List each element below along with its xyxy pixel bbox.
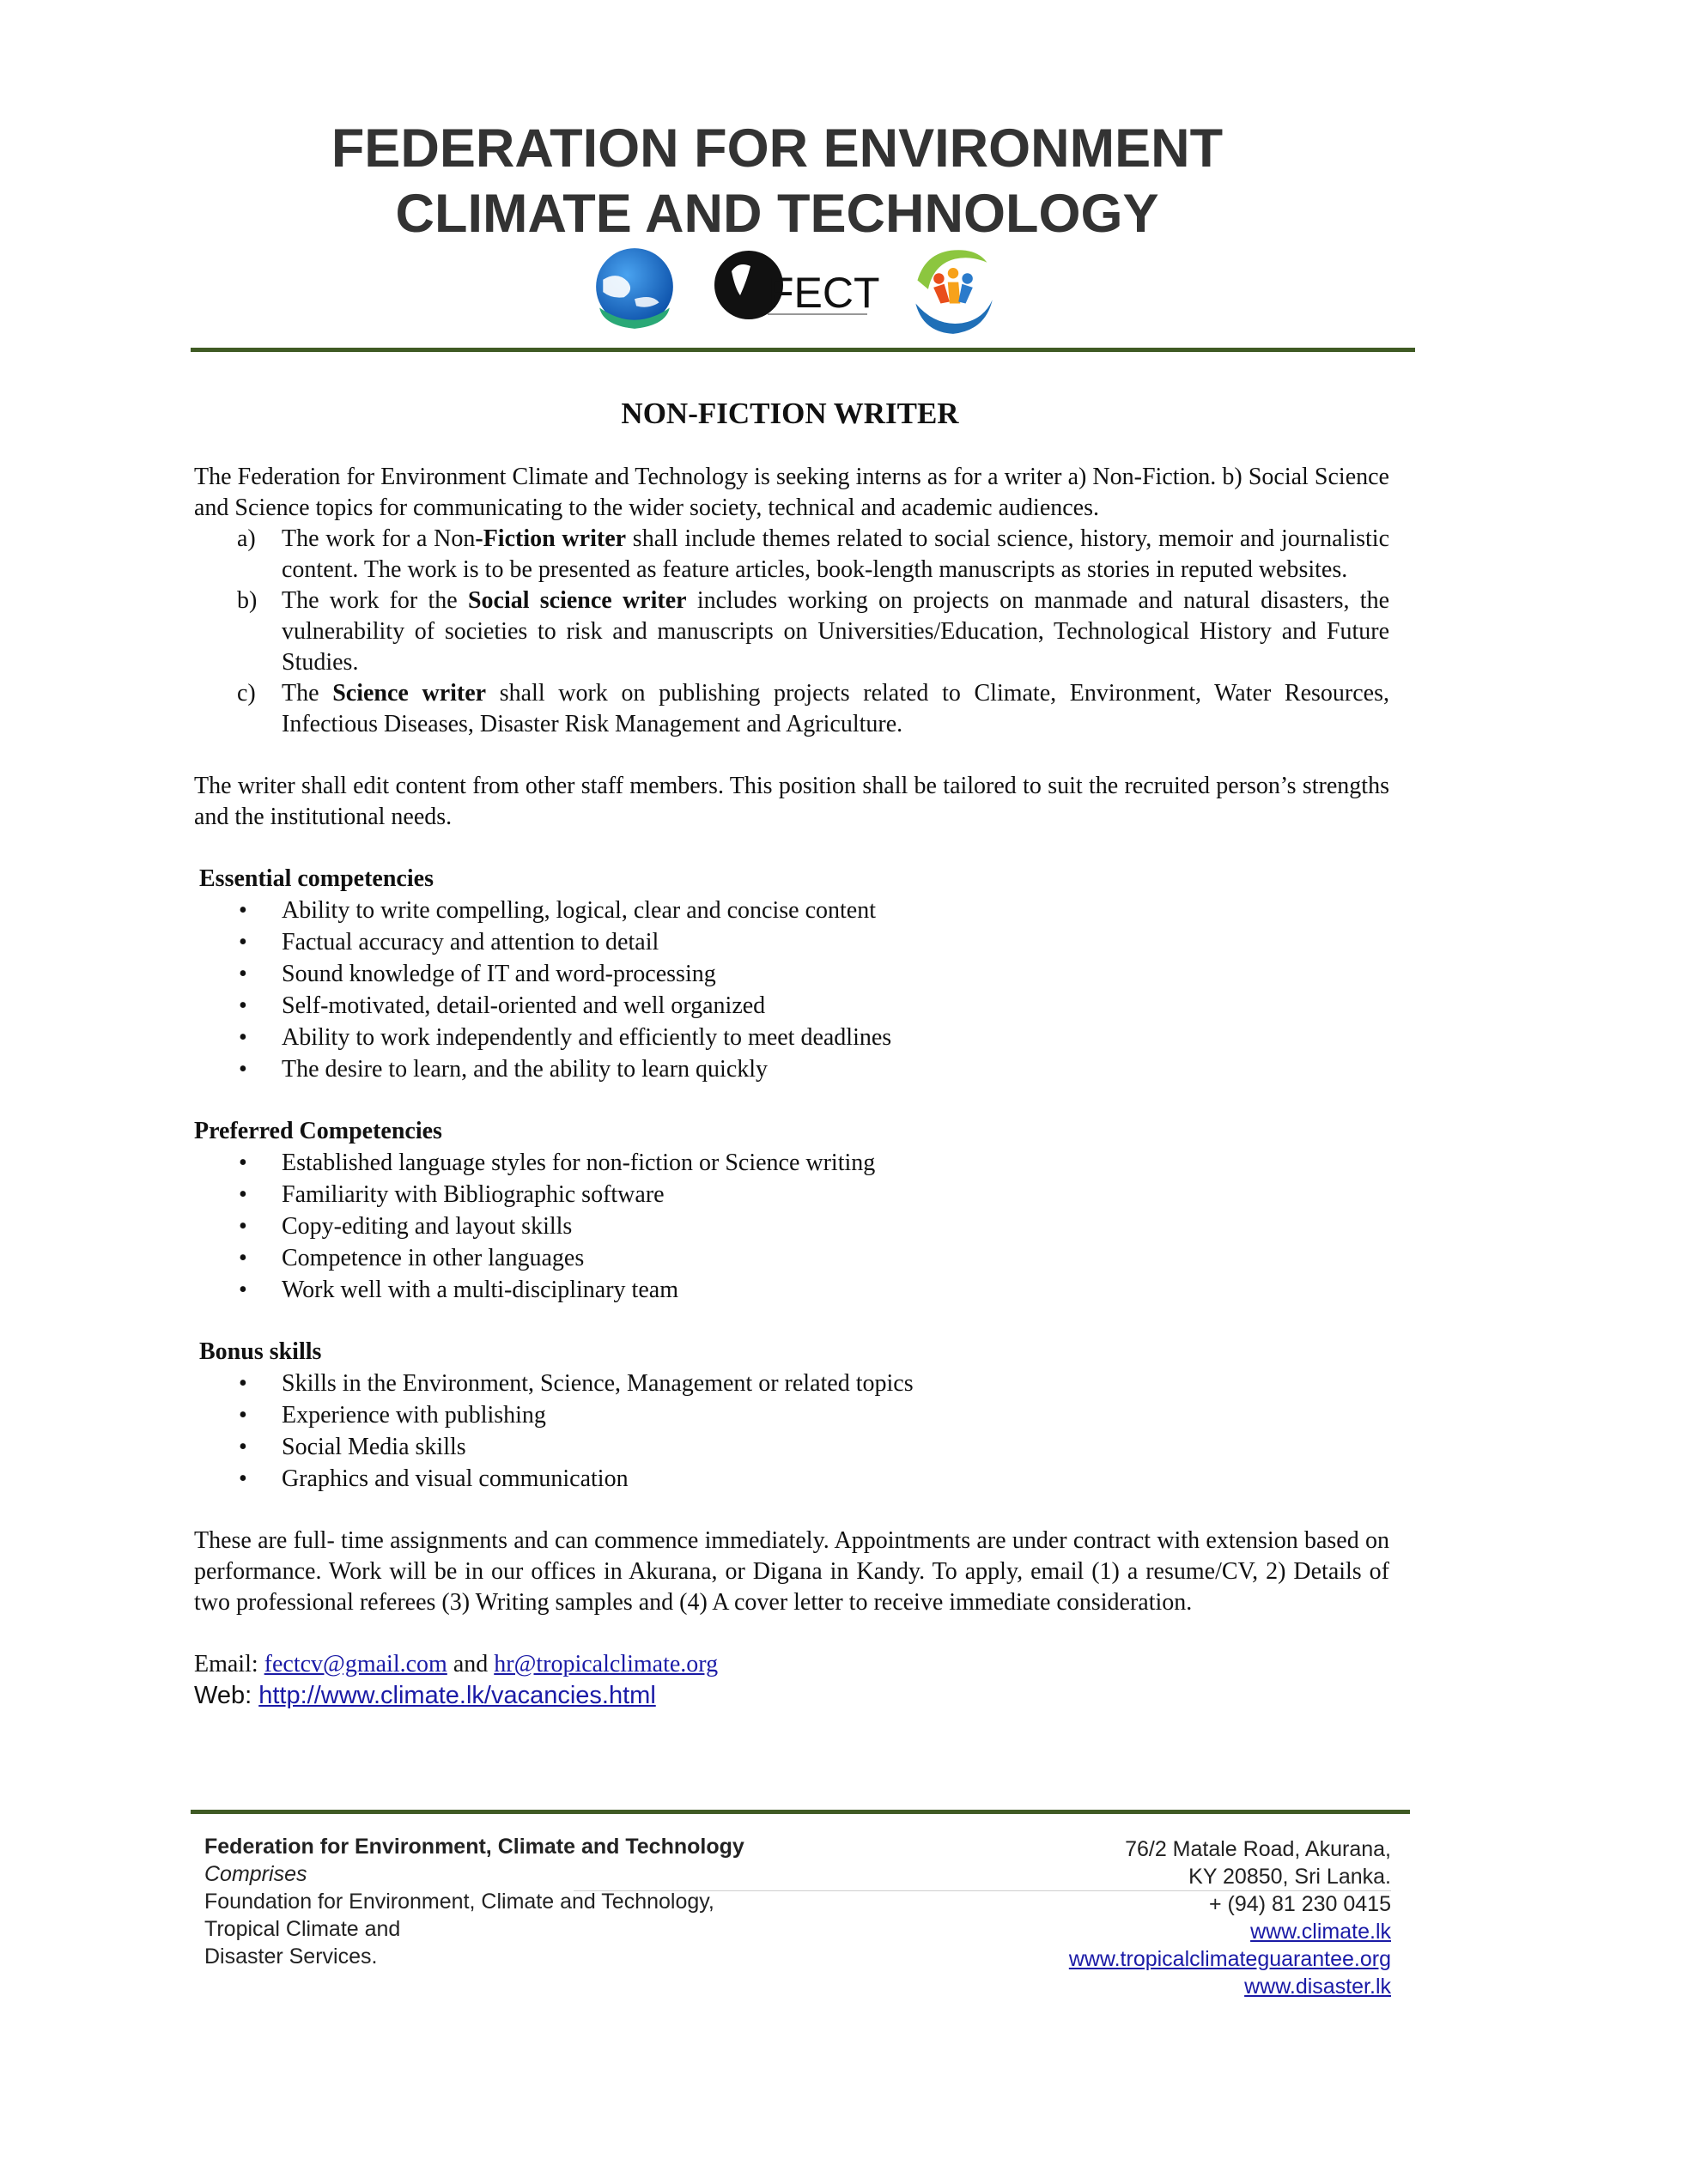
footer-link-tropicalclimateguarantee[interactable]: www.tropicalclimateguarantee.org (1068, 1947, 1391, 1971)
list-marker: b) (237, 587, 258, 614)
list-marker: a) (237, 525, 256, 552)
footer-link-climate[interactable]: www.climate.lk (1250, 1920, 1391, 1944)
list-item: • Ability to work independently and efficiently to meet deadlines (194, 1022, 1389, 1053)
writer-types-list (194, 524, 1389, 740)
list-item: a) The work for a Non-Fiction writer shall include themes related to social science, history, memoir and journalistic content. The work is to be presented as feature articles, book-length manuscripts as stories in reputed websites. (237, 525, 1389, 583)
footer-member-1: Foundation for Environment, Climate and Technology, (204, 1890, 714, 1914)
footer-org-name: Federation for Environment, Climate and Technology (204, 1835, 744, 1859)
header-divider (191, 348, 1415, 352)
list-item: • Ability to write compelling, logical, clear and concise content (194, 895, 1389, 926)
vacancies-link[interactable]: http://www.climate.lk/vacancies.html (258, 1682, 656, 1709)
job-description (194, 462, 1389, 1711)
job-title: NON-FICTION WRITER (621, 397, 959, 430)
fect-logo-icon (713, 245, 884, 332)
footer-phone: + (94) 81 230 0415 (1209, 1892, 1391, 1916)
community-hands-logo-icon (908, 245, 998, 337)
list-item: • Self-motivated, detail-oriented and well organized (194, 990, 1389, 1022)
footer-organization (204, 1833, 891, 1970)
list-marker: c) (237, 680, 256, 707)
bonus-skills-heading: Bonus skills (199, 1338, 322, 1365)
list-item: b) The work for the Social science writer includes working on projects on manmade and natural disasters, the vulnerability of societies to risk and manuscripts on Universities/Education, Technological History and Future Studies. (237, 587, 1389, 676)
list-item: • Skills in the Environment, Science, Management or related topics (194, 1368, 1389, 1399)
list-item: • The desire to learn, and the ability to learn quickly (194, 1053, 1389, 1085)
list-item: • Factual accuracy and attention to detail (194, 926, 1389, 958)
list-item: • Sound knowledge of IT and word-processing (194, 958, 1389, 990)
footer-address-1: 76/2 Matale Road, Akurana, (1125, 1837, 1391, 1861)
closing-paragraph: These are full- time assignments and can commence immediately. Appointments are under contract with extension based on performance. Work will be in our offices in Akurana, or Digana in Kandy. To apply, email (1) a resume/CV, 2) Details of two professional referees (3) Writing samples and (4) A cover letter to receive immediate consideration. (194, 1527, 1389, 1616)
intro-paragraph: The Federation for Environment Climate and Technology is seeking interns as for a writer a) Non-Fiction. b) Social Science and Science topics for communicating to the wider society, technical and academic audiences. (194, 464, 1389, 521)
list-item: • Experience with publishing (194, 1399, 1389, 1431)
essential-competencies-list (194, 895, 1389, 1085)
email-link-hr[interactable]: hr@tropicalclimate.org (494, 1651, 719, 1677)
list-item: • Work well with a multi-disciplinary team (194, 1274, 1389, 1306)
org-title-line-2: CLIMATE AND TECHNOLOGY (395, 184, 1159, 244)
preferred-competencies-heading: Preferred Competencies (194, 1118, 442, 1144)
preferred-competencies-list (194, 1147, 1389, 1306)
list-item: • Social Media skills (194, 1431, 1389, 1463)
edit-paragraph: The writer shall edit content from other staff members. This position shall be tailored to suit the recruited person’s strengths and the institutional needs. (194, 773, 1389, 830)
footer-contact (927, 1835, 1391, 2000)
email-link-fectcv[interactable]: fectcv@gmail.com (264, 1651, 447, 1677)
list-item: • Copy-editing and layout skills (194, 1210, 1389, 1242)
org-title-line-1: FEDERATION FOR ENVIRONMENT (331, 118, 1224, 179)
footer-link-disaster[interactable]: www.disaster.lk (1244, 1975, 1391, 1999)
list-item: • Familiarity with Bibliographic software (194, 1179, 1389, 1210)
fect-logo-text: FECT (768, 269, 880, 317)
list-item: • Established language styles for non-fiction or Science writing (194, 1147, 1389, 1179)
essential-competencies-heading: Essential competencies (199, 865, 434, 892)
footer-divider (191, 1810, 1410, 1814)
footer-member-2: Tropical Climate and (204, 1917, 401, 1941)
list-item: • Graphics and visual communication (194, 1463, 1389, 1495)
organization-title (0, 116, 1554, 246)
globe-logo-icon (591, 245, 678, 332)
bonus-skills-list (194, 1368, 1389, 1495)
footer-comprises: Comprises (204, 1862, 307, 1886)
list-item: • Competence in other languages (194, 1242, 1389, 1274)
email-line: Email: fectcv@gmail.com and hr@tropicalclimate.org (194, 1651, 719, 1677)
footer-address-2: KY 20850, Sri Lanka. (1188, 1865, 1391, 1889)
list-item: c) The Science writer shall work on publishing projects related to Climate, Environment, Water Resources, Infectious Diseases, Disaster Risk Management and Agriculture. (237, 680, 1389, 737)
logo-row (584, 245, 1013, 339)
web-line: Web: http://www.climate.lk/vacancies.html (194, 1682, 656, 1709)
footer-member-3: Disaster Services. (204, 1944, 378, 1969)
